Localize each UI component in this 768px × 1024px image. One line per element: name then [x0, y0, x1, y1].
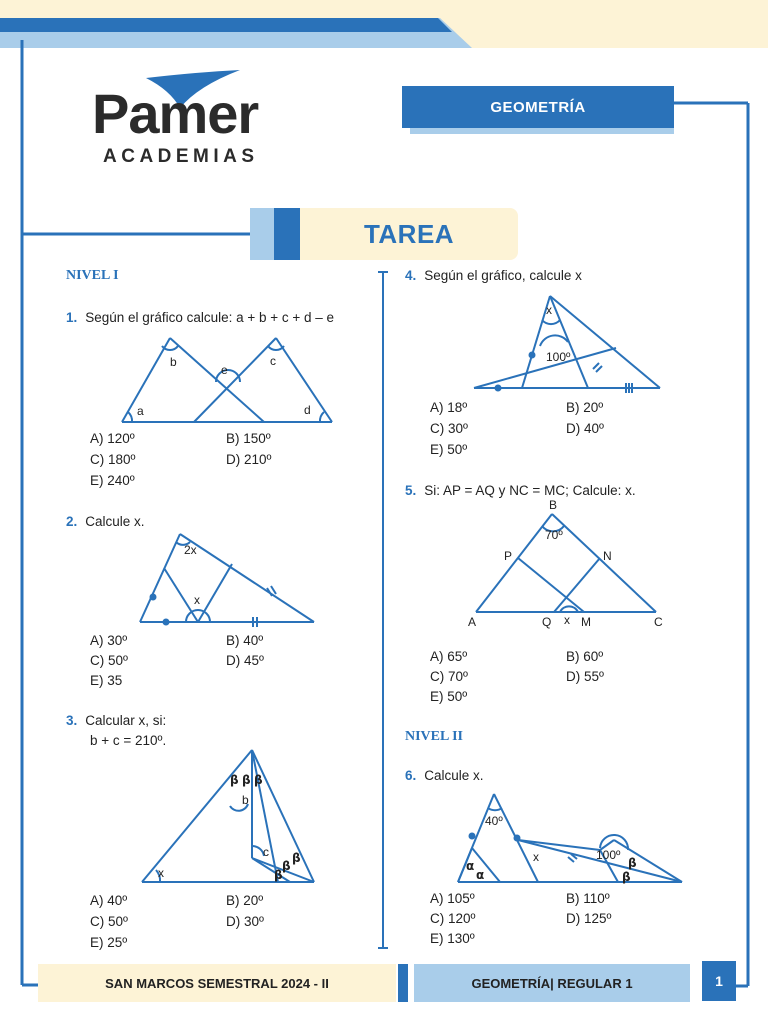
question-number: 5. — [405, 483, 417, 498]
fig2-label-2x: 2x — [184, 543, 197, 557]
option[interactable]: E) 240º — [90, 473, 135, 488]
fig3-label-x: x — [158, 866, 164, 880]
fig1-label-d: d — [304, 403, 311, 417]
option[interactable]: E) 50º — [430, 442, 468, 457]
figure-4 — [470, 290, 666, 394]
option[interactable]: C) 120º — [430, 911, 476, 926]
footer-divider — [398, 964, 408, 1002]
fig5-vertex-N: N — [603, 549, 612, 563]
figure-1 — [118, 332, 338, 426]
option[interactable]: D) 45º — [226, 653, 264, 668]
option[interactable]: D) 55º — [566, 669, 604, 684]
figure-6 — [452, 788, 688, 888]
fig3-label-b: b — [242, 793, 249, 807]
option[interactable]: D) 210º — [226, 452, 272, 467]
fig5-label-x: x — [564, 613, 570, 627]
option[interactable]: A) 30º — [90, 633, 128, 648]
question-3 — [66, 713, 166, 728]
figure-3 — [138, 746, 320, 888]
fig4-label-100: 100º — [546, 350, 571, 364]
option[interactable]: C) 50º — [90, 914, 128, 929]
question-text: Según el gráfico calcule: a + b + c + d – e — [85, 310, 335, 325]
fig3-label-c: c — [263, 845, 269, 859]
question-text: Según el gráfico, calcule x — [424, 268, 582, 283]
question-number: 4. — [405, 268, 417, 283]
fig4-label-x: x — [546, 303, 552, 317]
question-number: 2. — [66, 514, 78, 529]
option[interactable]: A) 18º — [430, 400, 468, 415]
brand-name: Pamer — [92, 82, 259, 145]
option[interactable]: E) 50º — [430, 689, 468, 704]
fig3-beta: β — [274, 868, 283, 882]
fig6-label-40: 40º — [485, 814, 503, 828]
question-text: Calcule x. — [85, 514, 145, 529]
option[interactable]: B) 20º — [226, 893, 264, 908]
option[interactable]: A) 40º — [90, 893, 128, 908]
question-6 — [405, 768, 484, 783]
option[interactable]: B) 40º — [226, 633, 264, 648]
figure-2 — [136, 528, 322, 628]
fig5-vertex-C: C — [654, 615, 663, 629]
question-1 — [66, 310, 334, 325]
option[interactable]: D) 30º — [226, 914, 264, 929]
tarea-accent-light — [250, 208, 274, 260]
fig6-alpha: α — [476, 868, 485, 882]
question-4 — [405, 268, 582, 283]
fig6-label-100: 100º — [596, 848, 621, 862]
option[interactable]: C) 30º — [430, 421, 468, 436]
question-number: 1. — [66, 310, 78, 325]
footer-course: SAN MARCOS SEMESTRAL 2024 - II — [38, 964, 396, 1002]
fig1-label-e: e — [221, 363, 228, 377]
fig6-beta: β — [628, 856, 637, 870]
section-title: TAREA — [300, 208, 518, 260]
fig1-label-a: a — [137, 404, 144, 418]
fig5-vertex-Q: Q — [542, 615, 552, 629]
subject-banner: GEOMETRÍA — [402, 86, 674, 128]
fig5-label-70: 70º — [545, 528, 563, 542]
fig3-beta: β — [254, 773, 263, 787]
option[interactable]: D) 125º — [566, 911, 612, 926]
option[interactable]: A) 120º — [90, 431, 135, 446]
nivel-2-heading: NIVEL II — [405, 729, 463, 744]
option[interactable]: A) 65º — [430, 649, 468, 664]
fig6-label-x: x — [533, 850, 539, 864]
option[interactable]: D) 40º — [566, 421, 604, 436]
fig2-label-x: x — [194, 593, 200, 607]
figure-5 — [460, 496, 670, 632]
footer-subject: GEOMETRÍA| REGULAR 1 — [414, 964, 690, 1002]
option[interactable]: E) 35 — [90, 673, 123, 688]
option[interactable]: C) 180º — [90, 452, 136, 467]
subject-shadow — [410, 128, 674, 134]
question-3-condition: b + c = 210º. — [90, 733, 167, 748]
option[interactable]: C) 70º — [430, 669, 468, 684]
question-text: Si: AP = AQ y NC = MC; Calcule: x. — [424, 483, 636, 498]
option[interactable]: A) 105º — [430, 891, 475, 906]
question-number: 3. — [66, 713, 78, 728]
option[interactable]: B) 150º — [226, 431, 271, 446]
fig1-label-b: b — [170, 355, 177, 369]
fig3-beta: β — [282, 859, 291, 873]
option[interactable]: B) 20º — [566, 400, 604, 415]
fig5-vertex-M: M — [581, 615, 591, 629]
question-2 — [66, 514, 145, 529]
fig3-beta: β — [292, 851, 301, 865]
fig5-vertex-A: A — [468, 615, 477, 629]
fig5-vertex-P: P — [504, 549, 513, 563]
question-number: 6. — [405, 768, 417, 783]
option[interactable]: C) 50º — [90, 653, 128, 668]
option[interactable]: E) 25º — [90, 935, 128, 950]
option[interactable]: B) 110º — [566, 891, 610, 906]
tarea-accent-dark — [274, 208, 300, 260]
fig3-beta: β — [242, 773, 251, 787]
question-text: Calcule x. — [424, 768, 484, 783]
question-text: Calcular x, si: — [85, 713, 167, 728]
page-number: 1 — [702, 961, 736, 1001]
fig6-beta: β — [622, 870, 631, 884]
option[interactable]: E) 130º — [430, 931, 475, 946]
option[interactable]: B) 60º — [566, 649, 604, 664]
brand-subtitle: ACADEMIAS — [103, 146, 259, 167]
fig6-alpha: α — [466, 859, 475, 873]
fig3-beta: β — [230, 773, 239, 787]
fig1-label-c: c — [270, 354, 276, 368]
fig5-vertex-B: B — [549, 498, 558, 512]
nivel-1-heading: NIVEL I — [66, 268, 119, 283]
